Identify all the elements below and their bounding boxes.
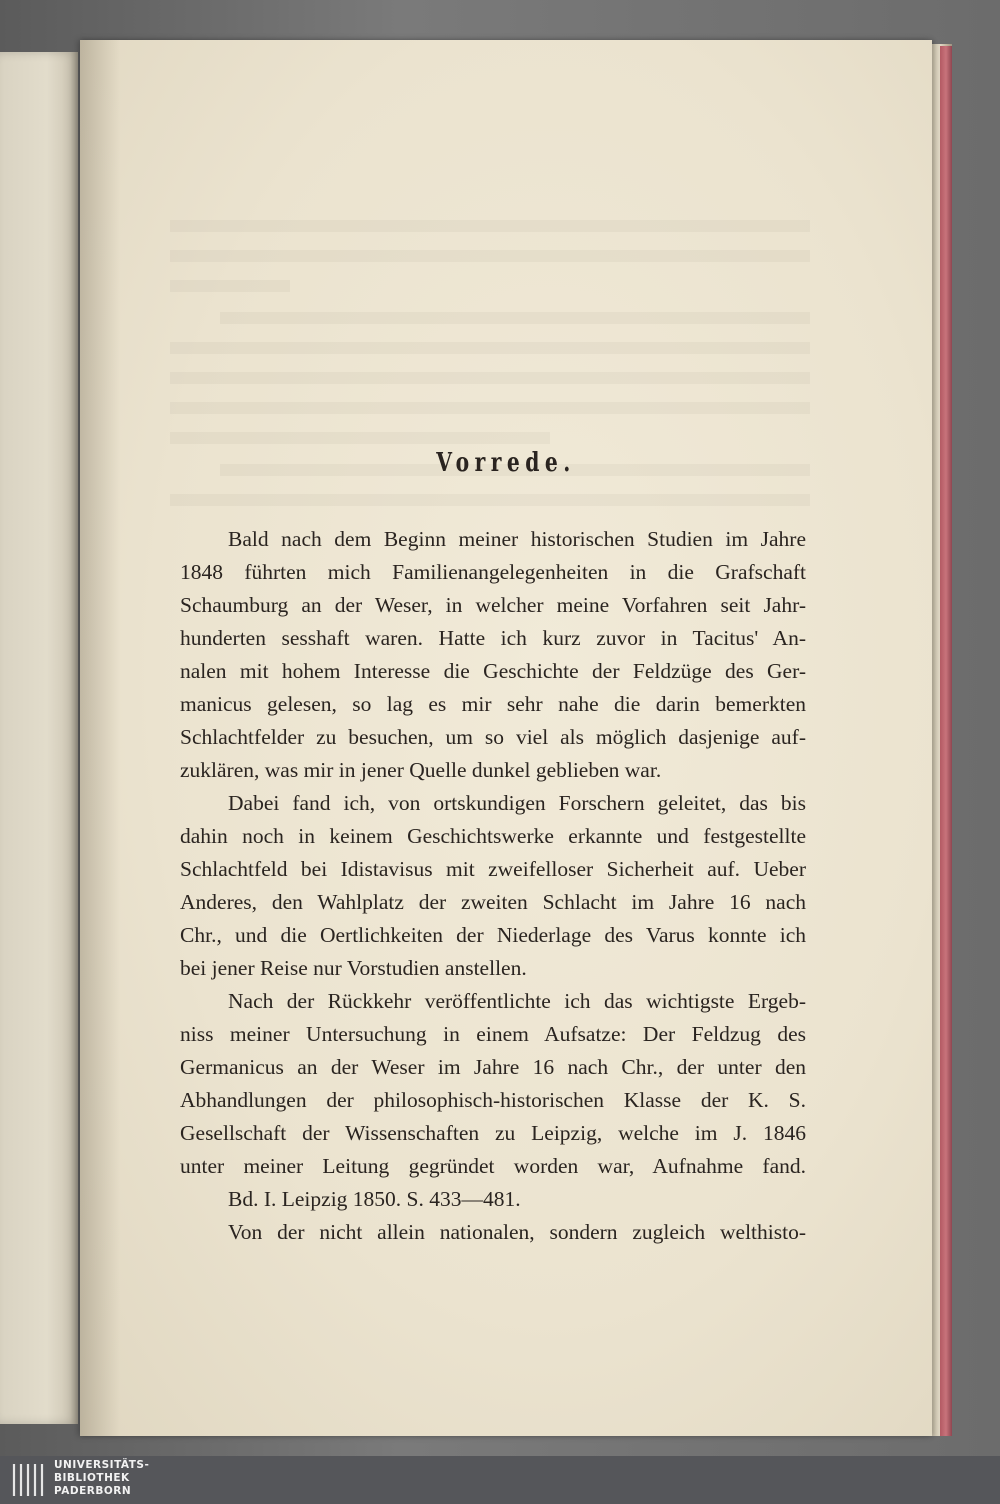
text-line: 1848 führten mich Familienangelegenheiten in die Grafschaft [180,560,806,584]
logo-line: BIBLIOTHEK [54,1472,130,1484]
text-line: Anderes, den Wahlplatz der zweiten Schlacht im Jahre 16 nach [180,890,806,914]
text-line: nalen mit hohem Interesse die Geschichte der Feldzüge des Ger- [180,659,806,683]
logo-line: UNIVERSITÄTS- [54,1459,150,1471]
text-line: Abhandlungen der philosophisch-historischen Klasse der K. S. [180,1088,806,1112]
text-line: zuklären, was mir in jener Quelle dunkel geblieben war. [180,758,662,782]
text-line: Germanicus an der Weser im Jahre 16 nach Chr., der unter den [180,1055,806,1079]
library-logo-text [54,1459,149,1498]
book-cover-edge [940,46,952,1436]
text-line: hunderten sesshaft waren. Hatte ich kurz zuvor in Tacitus' An- [180,626,806,650]
text-line: Bald nach dem Beginn meiner historischen Studien im Jahre [228,527,806,551]
text-line: Schlachtfelder zu besuchen, um so viel als möglich dasjenige auf- [180,725,806,749]
text-line: manicus gelesen, so lag es mir sehr nahe die darin bemerkten [180,692,806,716]
text-line: dahin noch in keinem Geschichtswerke erkannte und festgestellte [180,824,806,848]
book-page [80,40,932,1436]
text-line: unter meiner Leitung gegründet worden war, Aufnahme fand. [180,1154,806,1178]
text-line: Dabei fand ich, von ortskundigen Forschern geleitet, das bis [228,791,806,815]
text-line: Schaumburg an der Weser, in welcher meine Vorfahren seit Jahr- [180,593,806,617]
page-heading: Vorrede. [436,448,576,478]
left-page-edge [0,52,78,1424]
text-line: Gesellschaft der Wissenschaften zu Leipzig, welche im J. 1846 [180,1121,806,1145]
library-logo-icon [8,1460,46,1500]
footer-bar [0,1456,1000,1504]
text-line: niss meiner Untersuchung in einem Aufsatze: Der Feldzug des [180,1022,806,1046]
text-line: Chr., und die Oertlichkeiten der Niederlage des Varus konnte ich [180,923,806,947]
text-line: Von der nicht allein nationalen, sondern zugleich welthisto- [228,1220,806,1244]
text-line: Bd. I. Leipzig 1850. S. 433—481. [228,1187,521,1211]
text-line: bei jener Reise nur Vorstudien anstellen. [180,956,527,980]
text-line: Schlachtfeld bei Idistavisus mit zweifelloser Sicherheit auf. Ueber [180,857,806,881]
text-line: Nach der Rückkehr veröffentlichte ich das wichtigste Ergeb- [228,989,806,1013]
logo-line: PADERBORN [54,1485,132,1497]
